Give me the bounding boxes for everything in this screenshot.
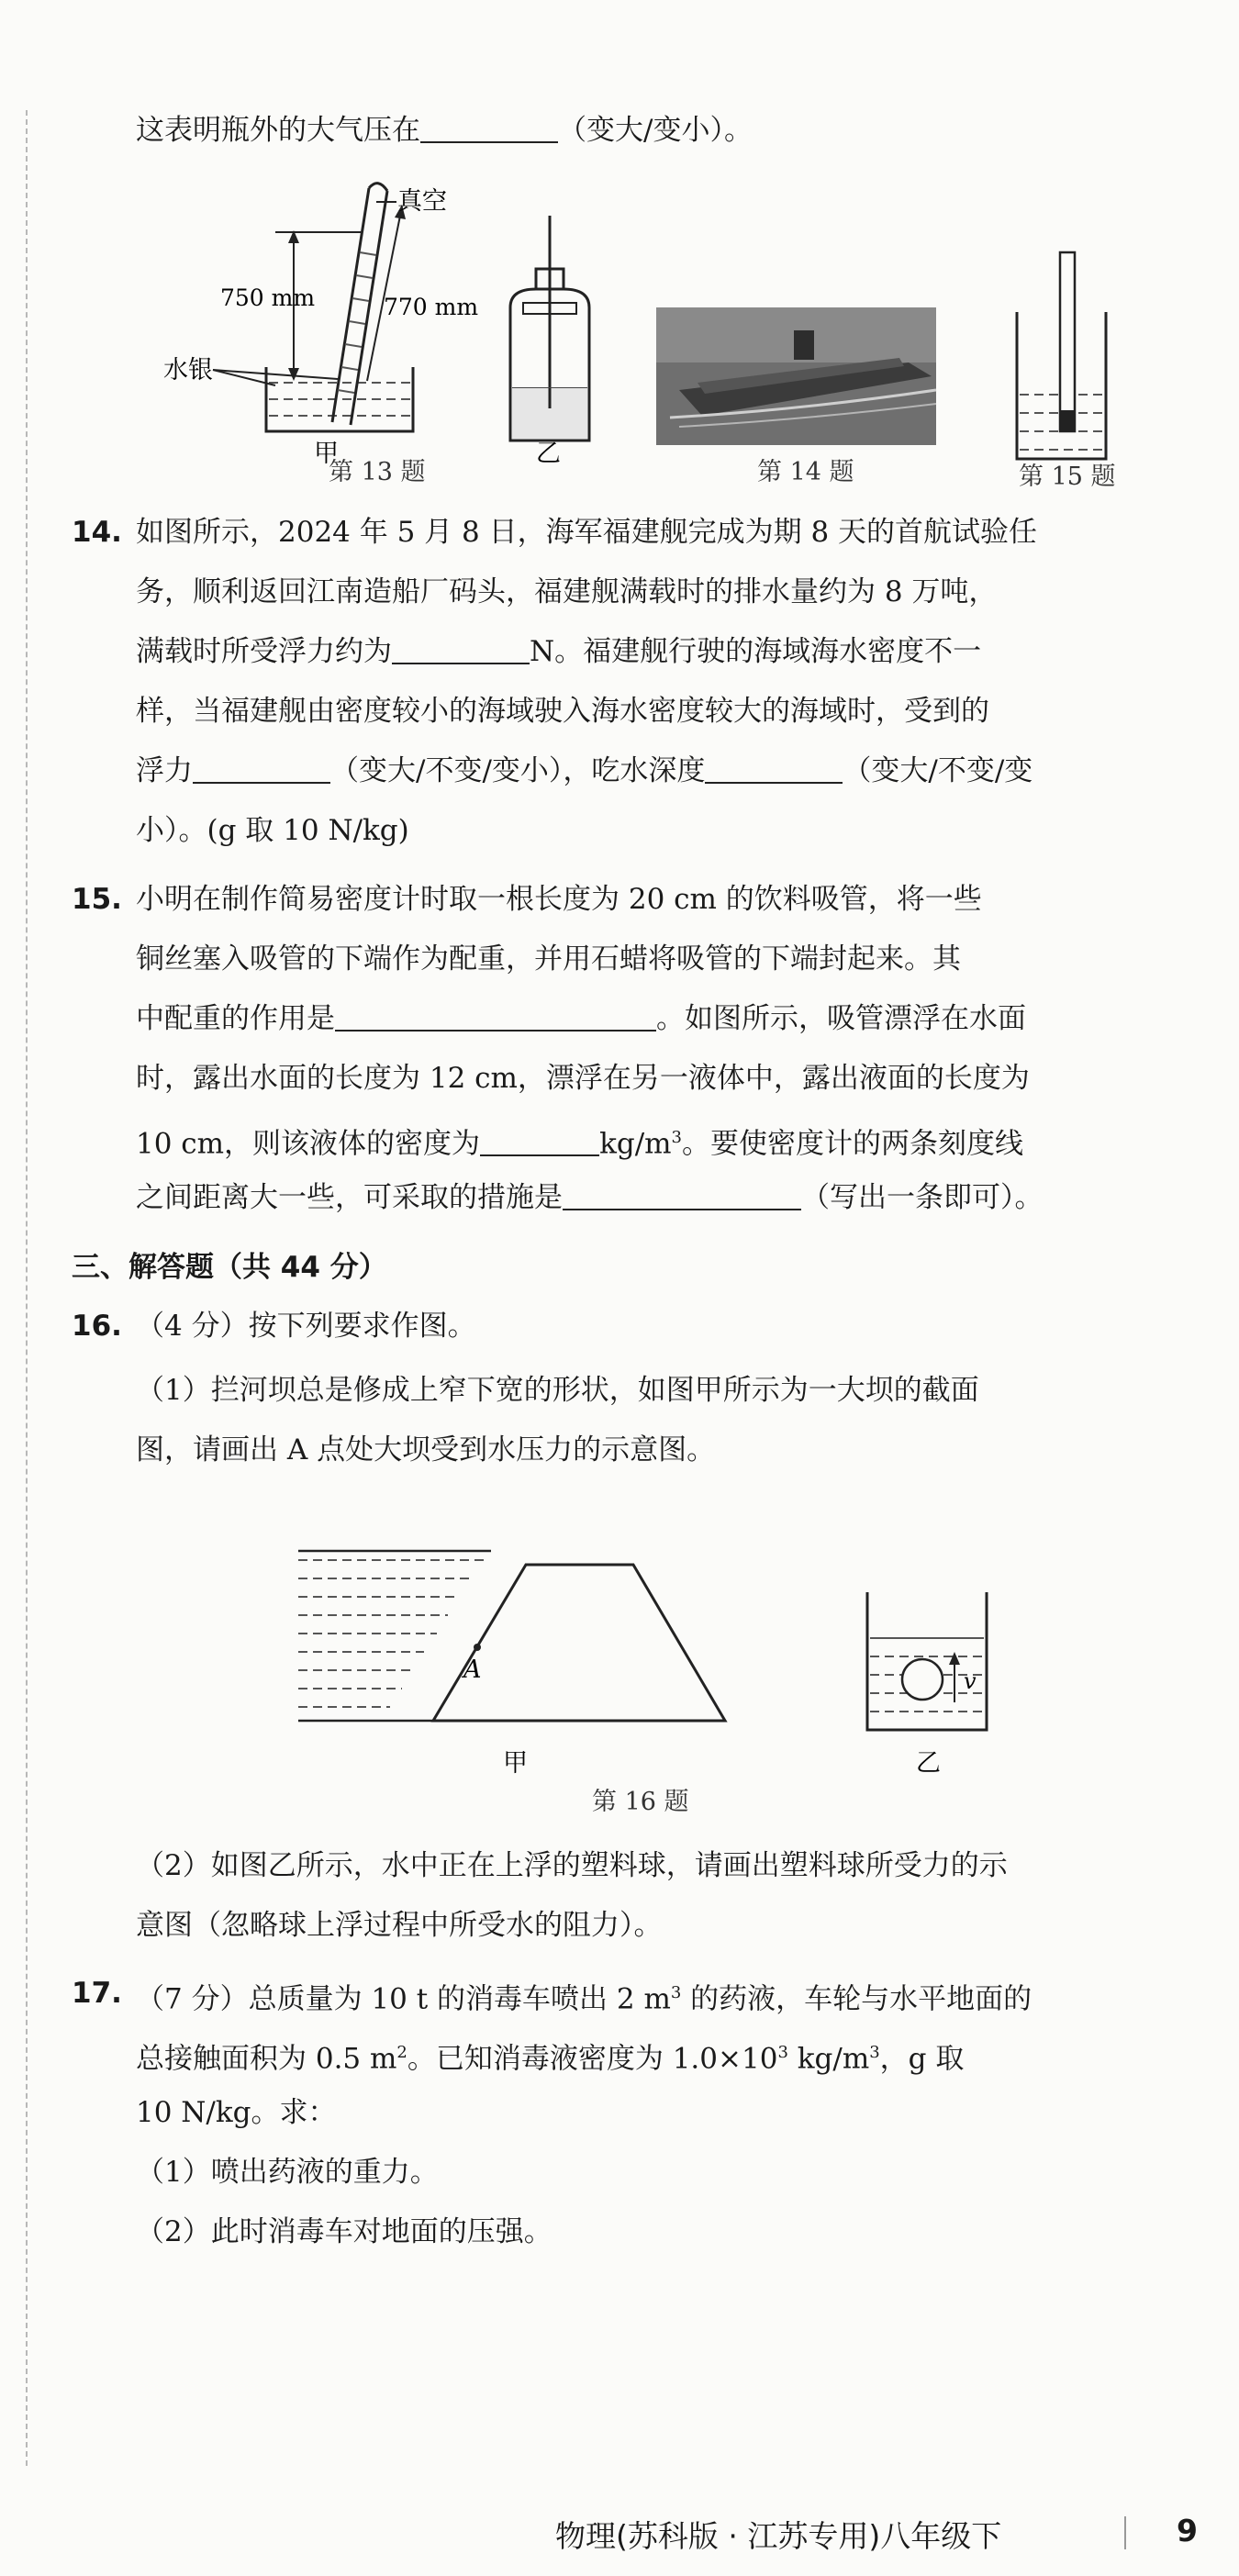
fig13-mercury-label: 水银 <box>163 356 213 385</box>
point-a-label: A <box>463 1656 482 1684</box>
caption-15: 第 15 题 <box>1019 463 1116 491</box>
fig13-jia-label: 甲 <box>314 440 339 468</box>
caption-13: 第 13 题 <box>329 458 426 486</box>
footer-divider <box>1124 2516 1126 2549</box>
q14-line3: 满载时所受浮力约为 N。福建舰行驶的海域海水密度不一 <box>136 635 982 668</box>
q17-line4: （1）喷出药液的重力。 <box>136 2156 439 2189</box>
q15-line2: 铜丝塞入吸管的下端作为配重，并用石蜡将吸管的下端封起来。其 <box>136 942 961 976</box>
figure-16 <box>0 1514 1239 1826</box>
q17-line2: 总接触面积为 0.5 $m^2$。已知消毒液密度为 $1.0\times 10^3$ $kg/m^3$，g 取 <box>136 2042 965 2076</box>
fig14-carrier-photo <box>656 307 936 445</box>
q14-line1: 如图所示，2024 年 5 月 8 日，海军福建舰完成为期 8 天的首航试验任 <box>136 516 1038 549</box>
q17-line5: （2）此时消毒车对地面的压强。 <box>136 2215 553 2248</box>
q16-number: 16. <box>72 1310 122 1343</box>
fig16-jia-label: 甲 <box>503 1749 528 1778</box>
q16-line3: 图，请画出 A 点处大坝受到水压力的示意图。 <box>136 1433 716 1466</box>
q14-line5: 浮力 （变大/不变/变小），吃水深度 （变大/不变/变 <box>136 754 1033 787</box>
fig16-jia-dam <box>298 1551 725 1778</box>
figure-13-14-15 <box>0 170 1239 509</box>
q16-line4: （2）如图乙所示，水中正在上浮的塑料球，请画出塑料球所受力的示 <box>136 1849 1008 1882</box>
q13-continuation: 这表明瓶外的大气压在 （变大/变小）。 <box>136 114 753 147</box>
footer-subject: 物理(苏科版 · 江苏专用)八年级下 <box>555 2518 1002 2554</box>
fig13-jia-torricelli <box>163 184 478 468</box>
caption-14: 第 14 题 <box>757 458 854 486</box>
answer-blank[interactable] <box>392 635 530 664</box>
q16-line1: （4 分）按下列要求作图。 <box>136 1310 476 1343</box>
fig15-beaker <box>1017 252 1106 459</box>
q14-line4: 样，当福建舰由密度较小的海域驶入海水密度较大的海域时，受到的 <box>136 695 989 728</box>
fig16-yi-container <box>867 1592 987 1778</box>
q16-line2: （1）拦河坝总是修成上窄下宽的形状，如图甲所示为一大坝的截面 <box>136 1374 979 1407</box>
q17-line3: 10 N/kg。求： <box>136 2096 337 2129</box>
fig13-750-label: 750 mm <box>220 284 316 311</box>
velocity-label: v <box>964 1668 977 1694</box>
section-3-heading: 三、解答题（共 44 分） <box>72 1251 387 1284</box>
answer-blank[interactable] <box>335 1002 656 1032</box>
q14-line2: 务，顺利返回江南造船厂码头，福建舰满载时的排水量约为 8 万吨， <box>136 575 998 608</box>
answer-blank[interactable] <box>193 754 330 784</box>
q15-number: 15. <box>72 883 122 916</box>
q17-number: 17. <box>72 1977 122 2010</box>
q14-number: 14. <box>72 516 122 549</box>
q14-line6: 小）。(g 取 10 N/kg) <box>136 814 409 847</box>
answer-blank[interactable] <box>480 1127 599 1156</box>
answer-blank[interactable] <box>420 114 558 143</box>
q15-line5: 10 cm，则该液体的密度为 $kg/m^3$。要使密度计的两条刻度线 <box>136 1127 1023 1161</box>
fig13-vacuum-label: 真空 <box>397 187 447 216</box>
page-number: 9 <box>1177 2513 1198 2548</box>
q15-line1: 小明在制作简易密度计时取一根长度为 20 cm 的饮料吸管，将一些 <box>136 883 982 916</box>
fig16-yi-label: 乙 <box>916 1749 941 1778</box>
caption-16: 第 16 题 <box>592 1788 689 1816</box>
q17-line1: （7 分）总质量为 10 t 的消毒车喷出 2 $m^3$ 的药液，车轮与水平地面的 <box>136 1982 1032 2016</box>
q15-line3: 中配重的作用是 。如图所示，吸管漂浮在水面 <box>136 1002 1026 1035</box>
fig13-yi-bottle <box>510 216 589 468</box>
q15-line4: 时，露出水面的长度为 12 cm，漂浮在另一液体中，露出液面的长度为 <box>136 1062 1030 1095</box>
q15-line6: 之间距离大一些，可采取的措施是 （写出一条即可）。 <box>136 1181 1044 1214</box>
q16-line5: 意图（忽略球上浮过程中所受水的阻力）。 <box>136 1909 663 1942</box>
fig13-770-label: 770 mm <box>384 294 479 320</box>
fig13-yi-label: 乙 <box>536 440 561 468</box>
answer-blank[interactable] <box>563 1181 801 1210</box>
answer-blank[interactable] <box>705 754 843 784</box>
